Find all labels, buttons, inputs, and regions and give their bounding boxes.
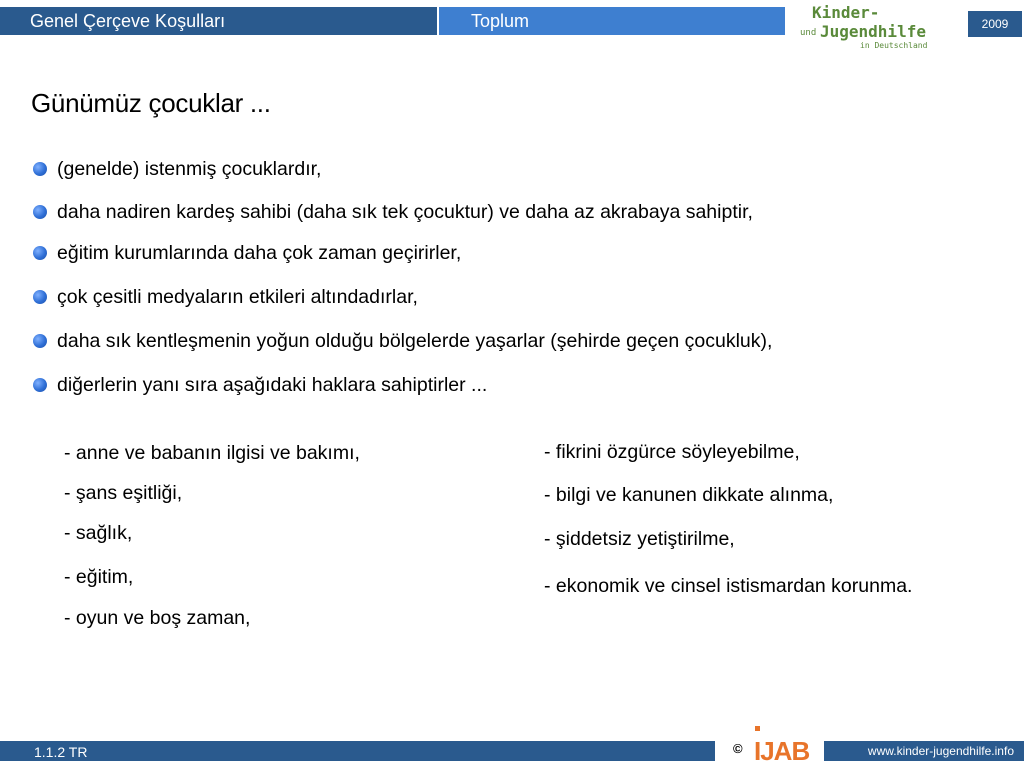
footer-bar	[0, 741, 715, 761]
kinder-jugendhilfe-logo	[798, 2, 963, 52]
bullet-item	[33, 374, 487, 397]
bullet-item	[33, 158, 321, 181]
ijab-text: IJAB	[754, 736, 810, 766]
bullet-text: eğitim kurumlarında daha çok zaman geçirirler,	[57, 242, 462, 264]
slide-code: 1.1.2 TR	[34, 744, 88, 760]
topic-label: Toplum	[439, 7, 785, 35]
rights-left-item: - oyun ve boş zaman,	[64, 607, 251, 629]
website-link[interactable]: www.kinder-jugendhilfe.info	[824, 741, 1024, 761]
logo-und: und	[800, 28, 817, 38]
logo-line1: Kinder-	[812, 3, 880, 22]
bullet-text: daha sık kentleşmenin yoğun olduğu bölgelerde yaşarlar (şehirde geçen çocukluk),	[57, 330, 773, 352]
rights-left-item: - eğitim,	[64, 566, 134, 588]
bullet-dot-icon	[33, 378, 47, 392]
bullet-text: (genelde) istenmiş çocuklardır,	[57, 158, 322, 180]
bullet-item	[33, 201, 753, 224]
slide-title: Günümüz çocuklar ...	[31, 88, 271, 118]
bullet-dot-icon	[33, 290, 47, 304]
header-bar	[0, 7, 785, 35]
copyright-symbol: ©	[733, 741, 743, 756]
rights-right-last-text: - ekonomik ve cinsel istismardan korunma.	[544, 575, 913, 597]
ijab-logo	[752, 722, 812, 766]
bullet-item	[33, 330, 772, 353]
rights-right-item: - fikrini özgürce söyleyebilme,	[544, 441, 800, 463]
bullet-item	[33, 286, 418, 309]
bullet-item	[33, 242, 461, 265]
rights-left-item: - anne ve babanın ilgisi ve bakımı,	[64, 442, 360, 464]
bullet-dot-icon	[33, 246, 47, 260]
rights-right-item: - bilgi ve kanunen dikkate alınma,	[544, 484, 834, 506]
logo-line3: in Deutschland	[860, 41, 928, 50]
bullet-text: daha nadiren kardeş sahibi (daha sık tek çocuktur) ve daha az akrabaya sahiptir,	[57, 201, 753, 223]
bullet-text: çok çesitli medyaların etkileri altındadırlar,	[57, 286, 418, 308]
rights-right-item: - şiddetsiz yetiştirilme,	[544, 528, 735, 550]
bullet-text: diğerlerin yanı sıra aşağıdaki haklara sahiptirler ...	[57, 374, 488, 396]
logo-line2: Jugendhilfe	[820, 22, 926, 41]
rights-left-item: - şans eşitliği,	[64, 482, 183, 504]
year-badge: 2009	[968, 11, 1022, 37]
rights-left-item: - sağlık,	[64, 522, 133, 544]
section-label: Genel Çerçeve Koşulları	[0, 7, 437, 35]
bullet-dot-icon	[33, 162, 47, 176]
rights-right-item	[544, 573, 964, 599]
bullet-dot-icon	[33, 334, 47, 348]
bullet-dot-icon	[33, 205, 47, 219]
